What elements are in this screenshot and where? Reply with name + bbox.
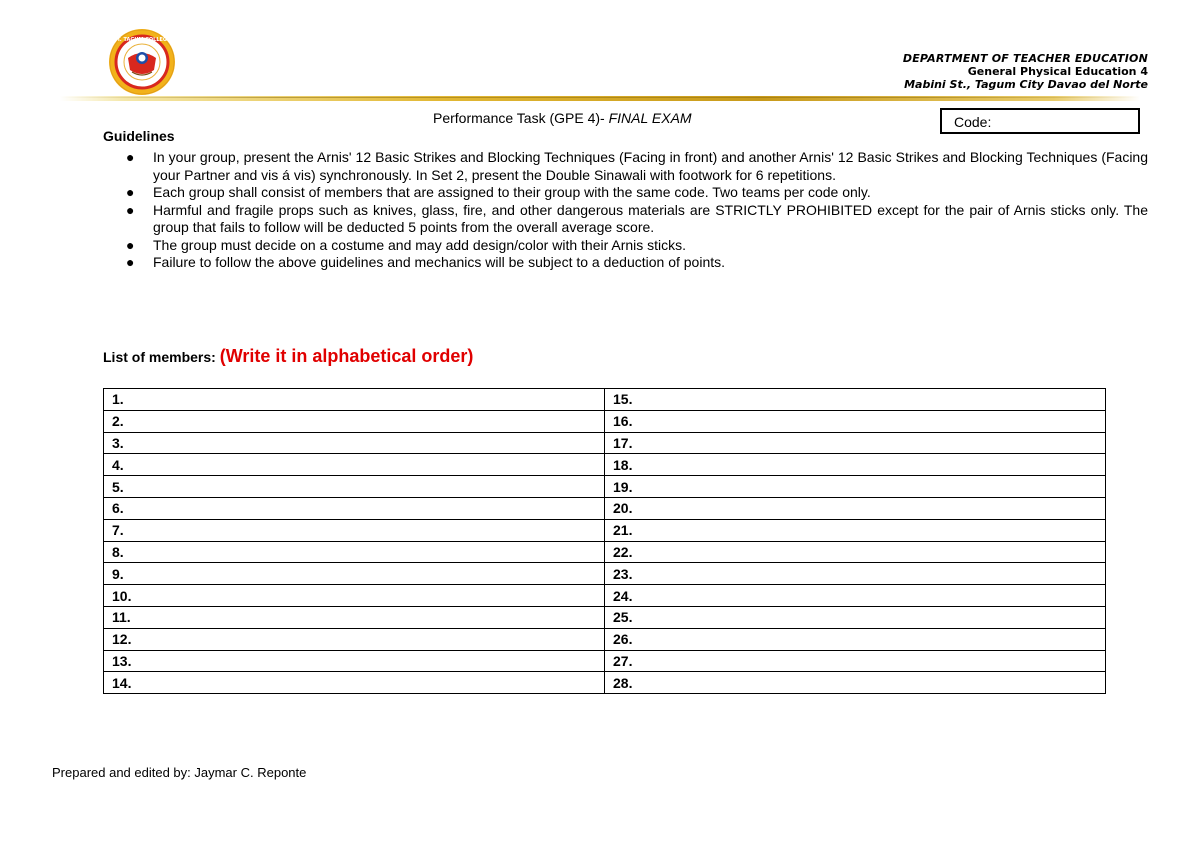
- guideline-item: [112, 202, 1148, 237]
- member-cell[interactable]: 19.: [605, 476, 1106, 498]
- member-cell[interactable]: 17.: [605, 432, 1106, 454]
- table-row: [104, 432, 1106, 454]
- department-name: DEPARTMENT OF TEACHER EDUCATION: [902, 52, 1148, 65]
- table-row: [104, 497, 1106, 519]
- table-row: [104, 519, 1106, 541]
- guideline-text: Harmful and fragile props such as knives, glass, fire, and other dangerous materials are STRICTLY PROHIBITED except for the pair of Arnis sticks only. The group that fails to follow will be deducted 5 points from the overall average score.: [153, 201, 1148, 235]
- bullet-icon: ●: [126, 236, 135, 253]
- member-cell[interactable]: 15.: [605, 389, 1106, 411]
- table-row: [104, 628, 1106, 650]
- table-row: [104, 389, 1106, 411]
- member-cell[interactable]: 28.: [605, 672, 1106, 694]
- course-name: General Physical Education 4: [967, 65, 1148, 78]
- guidelines-heading: Guidelines: [103, 128, 175, 144]
- guideline-text: Each group shall consist of members that are assigned to their group with the same code. Two teams per code only.: [153, 184, 871, 200]
- school-address: Mabini St., Tagum City Davao del Norte: [904, 78, 1148, 91]
- table-row: [104, 650, 1106, 672]
- guideline-text: The group must decide on a costume and may add design/color with their Arnis sticks.: [153, 236, 687, 253]
- bullet-icon: ●: [126, 184, 135, 200]
- title-exam: FINAL EXAM: [608, 110, 692, 126]
- member-cell[interactable]: 5.: [104, 476, 605, 498]
- table-row: [104, 410, 1106, 432]
- member-cell[interactable]: 13.: [104, 650, 605, 672]
- member-cell[interactable]: 7.: [104, 519, 605, 541]
- table-row: [104, 563, 1106, 585]
- guidelines-list: [112, 149, 1148, 272]
- member-cell[interactable]: 8.: [104, 541, 605, 563]
- member-cell[interactable]: 11.: [104, 606, 605, 628]
- member-cell[interactable]: 3.: [104, 432, 605, 454]
- header-info: [903, 52, 1148, 91]
- table-row: [104, 454, 1106, 476]
- member-cell[interactable]: 27.: [605, 650, 1106, 672]
- member-cell[interactable]: 26.: [605, 628, 1106, 650]
- table-row: [104, 672, 1106, 694]
- bullet-icon: ●: [126, 254, 135, 270]
- members-instruction: (Write it in alphabetical order): [219, 346, 474, 366]
- member-cell[interactable]: 22.: [605, 541, 1106, 563]
- member-cell[interactable]: 24.: [605, 585, 1106, 607]
- logo-text: ST. TAGUM COLLEGE: [113, 37, 171, 43]
- member-cell[interactable]: 12.: [104, 628, 605, 650]
- guideline-item: [112, 254, 1148, 272]
- member-cell[interactable]: 23.: [605, 563, 1106, 585]
- member-cell[interactable]: 6.: [104, 497, 605, 519]
- member-cell[interactable]: 18.: [605, 454, 1106, 476]
- members-label-text: List of members: [103, 349, 212, 365]
- guideline-text: In your group, present the Arnis' 12 Basic Strikes and Blocking Techniques (Facing in front) and another Arnis' 12 Basic Strikes and Blocking Techniques (Facing your Partner and vis á vis) synchronously. In Set 2, present the Double Sinawali with footwork for 6 repetitions.: [153, 149, 1148, 183]
- member-cell[interactable]: 16.: [605, 410, 1106, 432]
- page-title: [433, 110, 692, 126]
- member-cell[interactable]: 9.: [104, 563, 605, 585]
- member-cell[interactable]: 10.: [104, 585, 605, 607]
- header-rule-shadow: [60, 97, 1140, 98]
- member-cell[interactable]: 4.: [104, 454, 605, 476]
- member-cell[interactable]: 14.: [104, 672, 605, 694]
- prepared-by: Prepared and edited by: Jaymar C. Reponte: [52, 765, 307, 780]
- table-row: [104, 585, 1106, 607]
- table-row: [104, 541, 1106, 563]
- member-cell[interactable]: 21.: [605, 519, 1106, 541]
- bullet-icon: ●: [126, 149, 135, 165]
- bullet-icon: ●: [126, 201, 135, 218]
- guideline-text: Failure to follow the above guidelines and mechanics will be subject to a deduction of points.: [153, 254, 726, 270]
- guideline-item: [112, 237, 1148, 255]
- code-field[interactable]: [940, 108, 1140, 134]
- member-cell[interactable]: 2.: [104, 410, 605, 432]
- members-table: [103, 388, 1106, 694]
- code-label: Code:: [954, 114, 992, 130]
- member-cell[interactable]: 20.: [605, 497, 1106, 519]
- member-cell[interactable]: 1.: [104, 389, 605, 411]
- table-row: [104, 476, 1106, 498]
- guideline-item: [112, 149, 1148, 184]
- table-row: [104, 606, 1106, 628]
- member-cell[interactable]: 25.: [605, 606, 1106, 628]
- title-main: Performance Task (GPE 4)-: [433, 110, 609, 126]
- members-label: List of members: (Write it in alphabetical order): [103, 346, 474, 366]
- guideline-item: [112, 184, 1148, 202]
- school-seal-logo: [108, 28, 176, 96]
